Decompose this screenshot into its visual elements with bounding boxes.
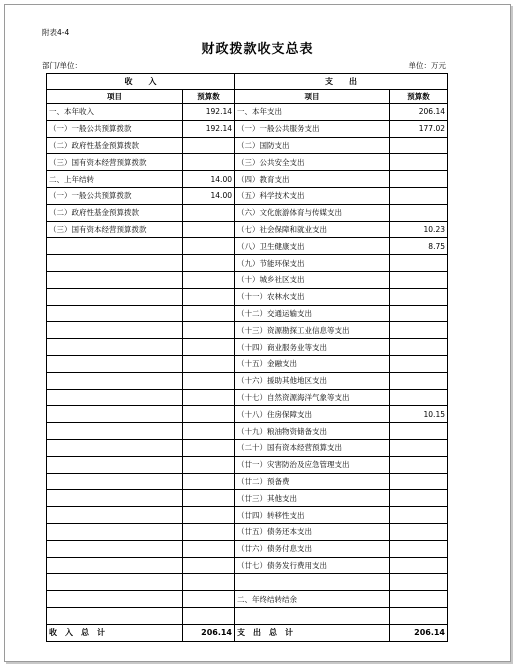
income-value-cell <box>183 255 235 272</box>
income-value-cell <box>183 607 235 624</box>
expense-item-cell: （廿二）预备费 <box>235 473 390 490</box>
income-value-cell <box>183 473 235 490</box>
expense-item-cell: （十一）农林水支出 <box>235 288 390 305</box>
expense-value-cell <box>390 473 448 490</box>
table-row <box>47 104 448 121</box>
table-row <box>47 204 448 221</box>
expense-budget-header: 预算数 <box>390 90 448 104</box>
table-row <box>47 439 448 456</box>
table-row <box>47 557 448 574</box>
income-item-cell <box>47 523 183 540</box>
expense-value-cell <box>390 607 448 624</box>
expense-value-cell: 8.75 <box>390 238 448 255</box>
income-item-cell <box>47 574 183 591</box>
expense-item-cell: （七）社会保障和就业支出 <box>235 221 390 238</box>
income-value-cell <box>183 406 235 423</box>
total-row <box>47 624 448 641</box>
income-item-cell <box>47 372 183 389</box>
expense-item-cell: （二十）国有资本经营预算支出 <box>235 439 390 456</box>
department-label: 部门/单位： <box>42 61 83 70</box>
expense-value-cell <box>390 355 448 372</box>
table-row <box>47 221 448 238</box>
income-value-cell <box>183 523 235 540</box>
table-row <box>47 523 448 540</box>
income-item-cell <box>47 339 183 356</box>
income-header: 收 入 <box>47 74 235 90</box>
income-item-cell <box>47 355 183 372</box>
expense-item-cell: （十七）自然资源海洋气象等支出 <box>235 389 390 406</box>
table-row <box>47 187 448 204</box>
table-row <box>47 171 448 188</box>
table-row <box>47 154 448 171</box>
unit-label: 单位：万元 <box>408 61 446 70</box>
expense-item-cell: 一、本年支出 <box>235 104 390 121</box>
income-item-cell <box>47 607 183 624</box>
table-row <box>47 339 448 356</box>
income-value-cell <box>183 322 235 339</box>
table-row <box>47 423 448 440</box>
income-value-cell <box>183 137 235 154</box>
table-row <box>47 389 448 406</box>
table-row <box>47 322 448 339</box>
table-row <box>47 305 448 322</box>
expense-total-label: 支 出 总 计 <box>235 624 390 641</box>
expense-value-cell <box>390 423 448 440</box>
table-row <box>47 120 448 137</box>
expense-item-cell: （十八）住房保障支出 <box>235 406 390 423</box>
budget-table <box>46 73 448 642</box>
expense-item-cell: 二、年终结转结余 <box>235 591 390 608</box>
income-item-cell <box>47 389 183 406</box>
expense-item-cell: （廿七）债务发行费用支出 <box>235 557 390 574</box>
expense-item-cell: （六）文化旅游体育与传媒支出 <box>235 204 390 221</box>
income-value-cell <box>183 574 235 591</box>
income-item-cell <box>47 591 183 608</box>
expense-item-cell <box>235 607 390 624</box>
table-row <box>47 456 448 473</box>
income-item-cell: （二）政府性基金预算拨款 <box>47 137 183 154</box>
expense-item-cell: （廿三）其他支出 <box>235 490 390 507</box>
table-row <box>47 372 448 389</box>
expense-item-cell: （廿四）转移性支出 <box>235 507 390 524</box>
table-row <box>47 473 448 490</box>
expense-value-cell <box>390 288 448 305</box>
expense-value-cell <box>390 507 448 524</box>
expense-item-cell: （十六）援助其他地区支出 <box>235 372 390 389</box>
income-item-cell <box>47 238 183 255</box>
page-title: 财政拨款收支总表 <box>201 42 314 57</box>
table-section-header <box>47 74 448 90</box>
expense-item-cell: （一）一般公共服务支出 <box>235 120 390 137</box>
table-row <box>47 574 448 591</box>
income-value-cell: 14.00 <box>183 187 235 204</box>
table-row <box>47 540 448 557</box>
expense-value-cell <box>390 171 448 188</box>
income-item-cell <box>47 490 183 507</box>
income-value-cell <box>183 490 235 507</box>
income-value-cell <box>183 154 235 171</box>
expense-item-cell: （廿六）债务付息支出 <box>235 540 390 557</box>
expense-value-cell <box>390 137 448 154</box>
income-value-cell: 192.14 <box>183 104 235 121</box>
income-value-cell <box>183 557 235 574</box>
expense-value-cell <box>390 456 448 473</box>
income-item-cell <box>47 473 183 490</box>
income-value-cell <box>183 238 235 255</box>
expense-item-cell: （廿一）灾害防治及应急管理支出 <box>235 456 390 473</box>
expense-value-cell <box>390 372 448 389</box>
income-value-cell <box>183 339 235 356</box>
expense-total-value: 206.14 <box>390 624 448 641</box>
income-value-cell: 192.14 <box>183 120 235 137</box>
income-value-cell <box>183 439 235 456</box>
income-item-cell: （二）政府性基金预算拨款 <box>47 204 183 221</box>
income-value-cell <box>183 423 235 440</box>
income-value-cell <box>183 221 235 238</box>
expense-value-cell <box>390 540 448 557</box>
expense-value-cell <box>390 574 448 591</box>
table-column-header <box>47 90 448 104</box>
expense-item-cell: （十五）金融支出 <box>235 355 390 372</box>
income-item-cell: （三）国有资本经营预算拨款 <box>47 154 183 171</box>
expense-value-cell <box>390 255 448 272</box>
expense-value-cell <box>390 154 448 171</box>
income-item-cell: 二、上年结转 <box>47 171 183 188</box>
expense-item-cell: （三）公共安全支出 <box>235 154 390 171</box>
income-item-cell <box>47 423 183 440</box>
income-item-cell: （一）一般公共预算拨款 <box>47 187 183 204</box>
income-item-header: 项目 <box>47 90 183 104</box>
expense-value-cell <box>390 322 448 339</box>
income-item-cell <box>47 557 183 574</box>
expense-item-cell: （十三）资源勘探工业信息等支出 <box>235 322 390 339</box>
expense-item-cell: （二）国防支出 <box>235 137 390 154</box>
income-value-cell <box>183 540 235 557</box>
expense-item-cell: （八）卫生健康支出 <box>235 238 390 255</box>
expense-value-cell: 10.15 <box>390 406 448 423</box>
table-row <box>47 591 448 608</box>
expense-value-cell <box>390 389 448 406</box>
income-item-cell: （一）一般公共预算拨款 <box>47 120 183 137</box>
income-value-cell <box>183 288 235 305</box>
income-value-cell <box>183 591 235 608</box>
expense-value-cell: 10.23 <box>390 221 448 238</box>
income-item-cell <box>47 540 183 557</box>
income-item-cell <box>47 322 183 339</box>
expense-item-cell: （十九）粮油物资储备支出 <box>235 423 390 440</box>
expense-value-cell <box>390 187 448 204</box>
income-item-cell <box>47 255 183 272</box>
income-item-cell <box>47 305 183 322</box>
table-row <box>47 406 448 423</box>
expense-value-cell <box>390 591 448 608</box>
income-value-cell <box>183 372 235 389</box>
expense-value-cell <box>390 339 448 356</box>
expense-item-cell: （十）城乡社区支出 <box>235 271 390 288</box>
income-total-value: 206.14 <box>183 624 235 641</box>
income-value-cell <box>183 204 235 221</box>
table-row <box>47 255 448 272</box>
table-row <box>47 507 448 524</box>
expense-value-cell <box>390 204 448 221</box>
income-total-label: 收 入 总 计 <box>47 624 183 641</box>
income-value-cell: 14.00 <box>183 171 235 188</box>
expense-value-cell <box>390 557 448 574</box>
expense-item-cell: （十四）商业服务业等支出 <box>235 339 390 356</box>
table-row <box>47 490 448 507</box>
income-item-cell <box>47 288 183 305</box>
income-item-cell: 一、本年收入 <box>47 104 183 121</box>
income-item-cell: （三）国有资本经营预算拨款 <box>47 221 183 238</box>
expense-item-cell: （九）节能环保支出 <box>235 255 390 272</box>
expense-item-header: 项目 <box>235 90 390 104</box>
expense-value-cell <box>390 305 448 322</box>
table-row <box>47 238 448 255</box>
income-value-cell <box>183 305 235 322</box>
income-value-cell <box>183 355 235 372</box>
income-item-cell <box>47 456 183 473</box>
income-value-cell <box>183 271 235 288</box>
expense-header: 支 出 <box>235 74 448 90</box>
income-item-cell <box>47 439 183 456</box>
expense-value-cell <box>390 523 448 540</box>
expense-item-cell: （四）教育支出 <box>235 171 390 188</box>
income-item-cell <box>47 406 183 423</box>
table-row <box>47 288 448 305</box>
expense-value-cell <box>390 271 448 288</box>
expense-item-cell: （五）科学技术支出 <box>235 187 390 204</box>
income-budget-header: 预算数 <box>183 90 235 104</box>
expense-item-cell <box>235 574 390 591</box>
income-value-cell <box>183 456 235 473</box>
expense-value-cell <box>390 439 448 456</box>
income-value-cell <box>183 507 235 524</box>
income-item-cell <box>47 507 183 524</box>
table-row <box>47 271 448 288</box>
income-value-cell <box>183 389 235 406</box>
expense-item-cell: （廿五）债务还本支出 <box>235 523 390 540</box>
table-row <box>47 607 448 624</box>
expense-value-cell: 177.02 <box>390 120 448 137</box>
expense-value-cell <box>390 490 448 507</box>
attachment-label: 附表4-4 <box>42 28 70 37</box>
expense-value-cell: 206.14 <box>390 104 448 121</box>
expense-item-cell: （十二）交通运输支出 <box>235 305 390 322</box>
income-item-cell <box>47 271 183 288</box>
table-row <box>47 137 448 154</box>
table-row <box>47 355 448 372</box>
